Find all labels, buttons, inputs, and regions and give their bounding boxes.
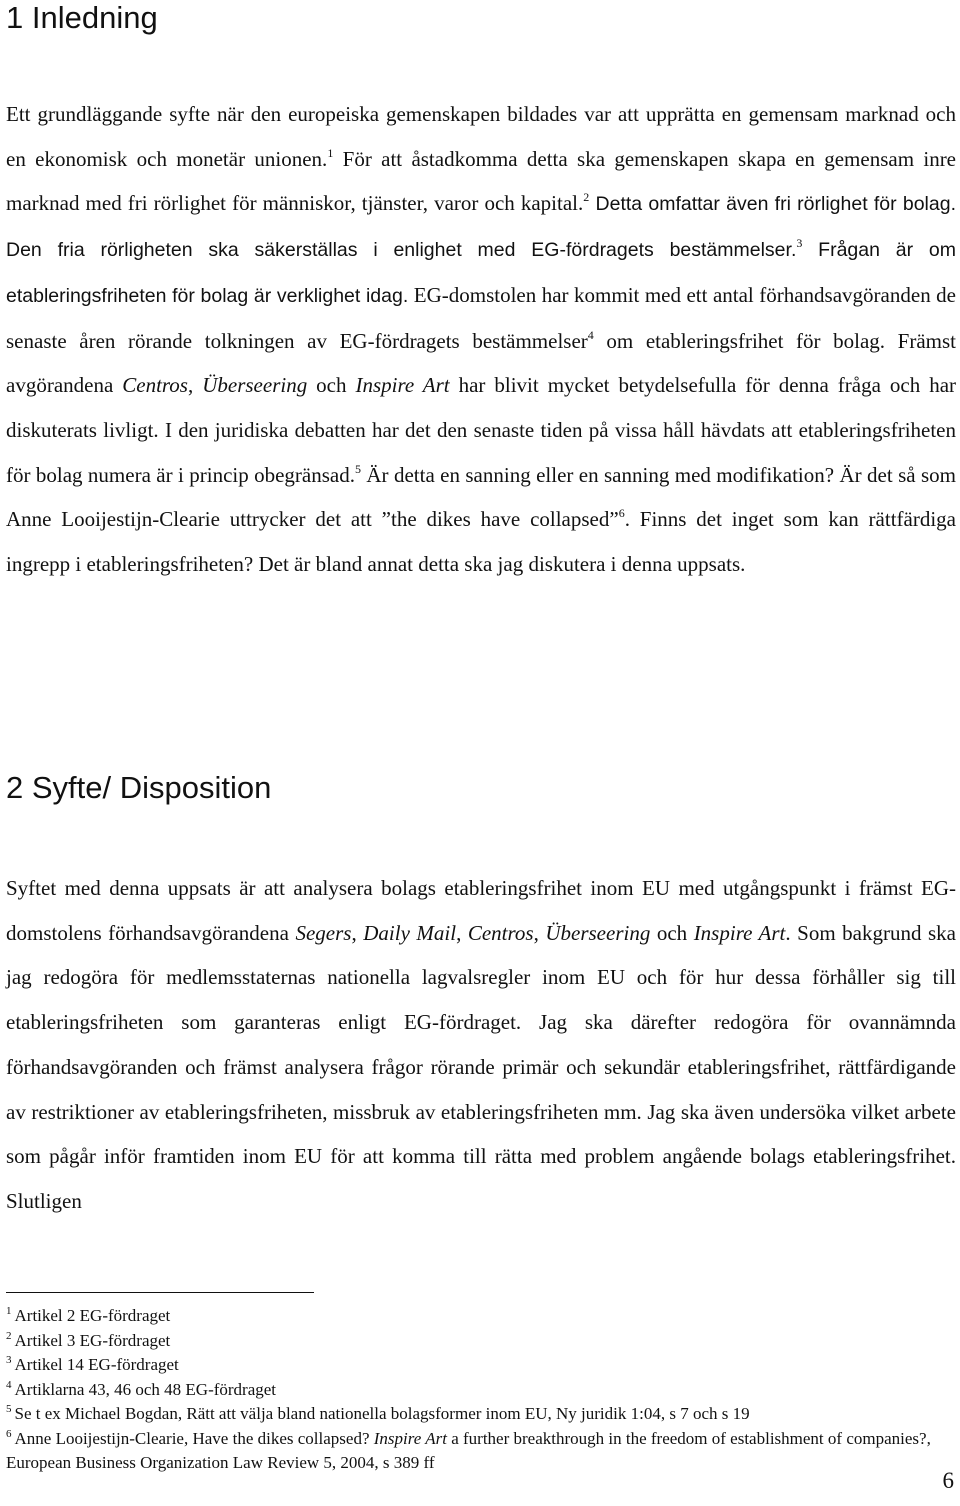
purpose-text: ,: [351, 920, 364, 945]
footnote-number: 4: [6, 1378, 12, 1391]
footnote-text: Artikel 2 EG-fördraget: [14, 1306, 171, 1325]
intro-text: och: [307, 373, 356, 398]
intro-text: Är detta en sanning eller en sanning med modifikation? Är det så som Anne Looijestijn-Clearie uttrycker det att ”the dikes have collapsed”: [6, 462, 956, 532]
footnote-item: [6, 1427, 956, 1476]
footnote-ref[interactable]: 2: [583, 190, 590, 205]
intro-text: har blivit mycket betydelsefulla för denna fråga och har diskuterats livligt. I den juridiska debatten har det den senaste tiden på vissa håll hävdats att etableringsfriheten för bolag numera är i princip obegränsad.: [6, 373, 957, 487]
footnote-ref[interactable]: 1: [327, 145, 334, 160]
footnotes: [6, 1304, 956, 1476]
case-name: Überseering: [202, 373, 308, 398]
purpose-text: och: [650, 920, 694, 945]
section-heading-syfte: 2 Syfte/ Disposition: [6, 770, 272, 805]
intro-text: . Finns det inget som kan rättfärdiga ingrepp i etableringsfriheten? Det är bland annat detta ska jag diskutera i denna uppsats.: [6, 507, 956, 577]
footnote-text: Artikel 3 EG-fördraget: [14, 1330, 171, 1350]
footnote-number: 6: [6, 1427, 12, 1440]
purpose-text: ,: [456, 920, 468, 945]
intro-text: ,: [187, 373, 203, 398]
intro-text: EG-domstolen har kommit med ett antal förhandsavgöranden de senaste åren rörande tolkningen av EG-fördragets bestämmelser: [6, 282, 956, 353]
intro-text: Detta omfattar även fri rörlighet för bolag. Den fria rörligheten ska säkerställas i enlighet med EG-fördragets bestämmelser.: [6, 193, 956, 262]
footnote-text: a further breakthrough in the freedom of establishment of companies?, European Business Organization Law Review 5, 2004, s 389 ff: [6, 1428, 931, 1472]
footnote-ref[interactable]: 5: [355, 461, 361, 476]
case-name: Inspire Art: [693, 920, 786, 945]
footnote-divider: [6, 1292, 314, 1293]
case-name: Centros: [122, 373, 188, 398]
section-heading-inledning: 1 Inledning: [6, 0, 158, 35]
case-name: Centros: [467, 920, 534, 945]
footnote-item: [6, 1304, 956, 1329]
footnote-text: Artikel 14 EG-fördraget: [14, 1355, 179, 1374]
case-name: Überseering: [545, 920, 651, 945]
footnote-number: 1: [6, 1305, 12, 1317]
footnote-number: 3: [6, 1354, 12, 1366]
footnote-italic: Inspire Art: [373, 1428, 447, 1448]
case-name: Daily Mail: [363, 920, 457, 945]
intro-text: För att åstadkomma detta ska gemenskapen skapa en gemensam inre marknad med fri rörlighet för människor, tjänster, varor och kapital.: [6, 146, 957, 216]
intro-paragraph: [6, 92, 956, 587]
footnote-text: Anne Looijestijn-Clearie, Have the dikes collapsed?: [14, 1428, 374, 1448]
case-name: Segers: [295, 920, 352, 945]
footnote-item: [6, 1402, 956, 1427]
footnote-item: [6, 1329, 956, 1354]
purpose-text: Syftet med denna uppsats är att analysera bolags etableringsfrihet inom EU med utgångspunkt i främst EG-domstolens förhandsavgörandena: [6, 876, 956, 945]
footnote-ref[interactable]: 4: [587, 327, 594, 342]
footnote-number: 5: [6, 1403, 12, 1415]
footnote-item: [6, 1378, 956, 1403]
purpose-text: . Som bakgrund ska jag redogöra för medlemsstaternas nationella lagvalsregler inom EU och för hur dessa förhåller sig till etableringsfriheten som garanteras enligt EG-fördraget. Jag ska därefter redogöra för ovannämnda förhandsavgöranden och främst analysera frågor rörande primär och sekundär etableringsfrihet, rättfärdigande av restriktioner av etableringsfriheten, missbruk av etableringsfriheten mm. Jag ska även undersöka vilket arbete som pågår inför framtiden inom EU för att komma till rätta med problem angående bolags etableringsfrihet. Slutligen: [6, 920, 956, 1213]
intro-text: Frågan är om etableringsfriheten för bolag är verklighet idag.: [6, 239, 956, 307]
footnote-ref[interactable]: 3: [796, 236, 803, 251]
intro-text: om etableringsfrihet för bolag. Främst avgörandena: [6, 328, 956, 398]
footnote-text: Se t ex Michael Bogdan, Rätt att välja bland nationella bolagsformer inom EU, Ny juridik 1:04, s 7 och s 19: [14, 1404, 750, 1423]
purpose-text: ,: [533, 920, 546, 945]
footnote-text: Artiklarna 43, 46 och 48 EG-fördraget: [14, 1379, 277, 1399]
case-name: Inspire Art: [355, 373, 450, 398]
footnote-number: 2: [6, 1329, 12, 1342]
page-number: 6: [942, 1468, 954, 1493]
purpose-paragraph: [6, 866, 956, 1224]
footnote-ref[interactable]: 6: [618, 506, 625, 521]
intro-text: Ett grundläggande syfte när den europeiska gemenskapen bildades var att upprätta en gemensam marknad och en ekonomisk och monetär unionen.: [6, 102, 956, 171]
footnote-item: [6, 1353, 956, 1378]
